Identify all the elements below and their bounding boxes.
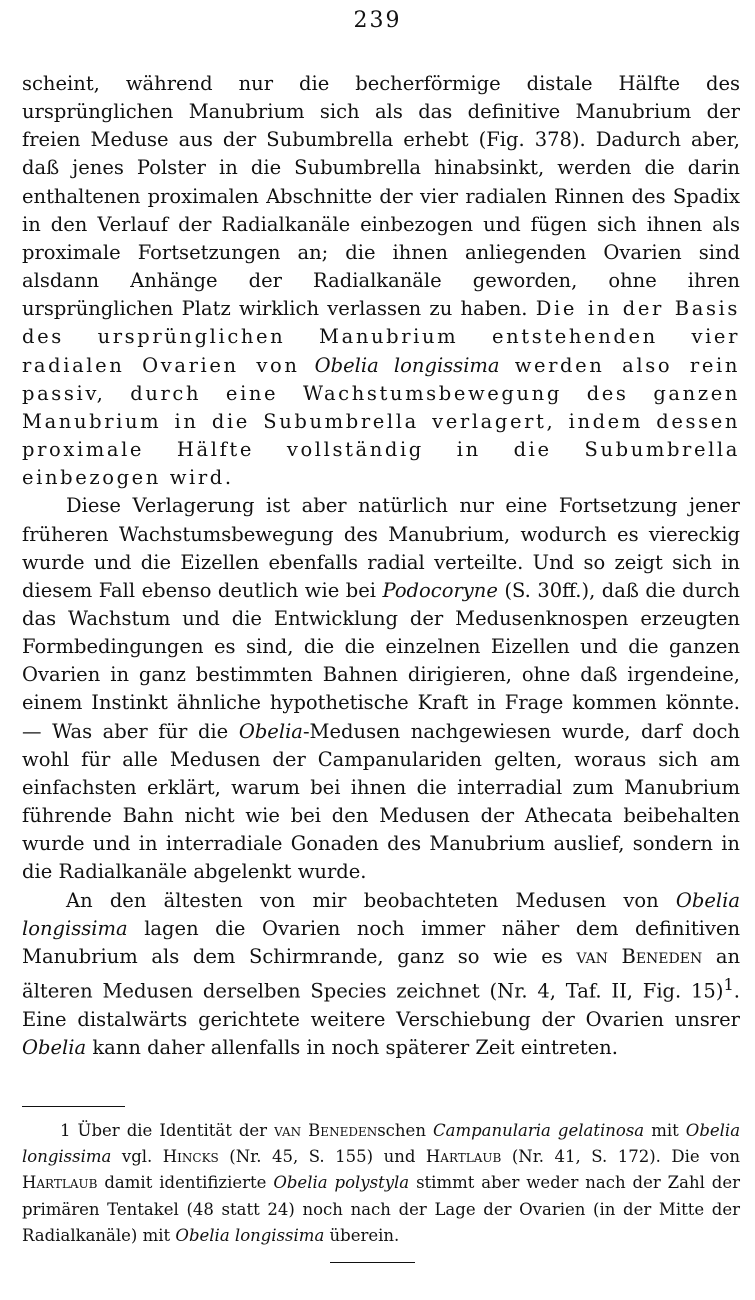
footnote-paragraph (22, 1118, 740, 1249)
species-name: Obelia longissima (175, 1225, 325, 1245)
p3-text-g: . Eine distalwärts gerichtete weitere Verschiebung der Ovarien unsrer (22, 979, 740, 1031)
body-text (22, 70, 740, 1062)
paragraph-2 (22, 492, 740, 886)
p1-text-a: scheint, während nur die becherförmige distale Hälfte des ursprünglichen Manubrium sich als das definitive Manubrium der freien Meduse aus der Subumbrella erhebt (Fig. 378). Dadurch aber, daß jenes Polster in die Subumbrella hinabsinkt, werden die darin enthaltenen proximalen Abschnitte der vier radialen Rinnen des Spadix in den Verlauf der Radialkanäle einbezogen und fügen sich ihnen als proximale Fortsetzungen an; die ihnen anliegenden Ovarien sind alsdann Anhänge der Radialkanäle geworden, ohne ihren ursprünglichen Platz wirklich verlassen zu haben. (22, 72, 740, 321)
footnote-separator (22, 1106, 125, 1107)
p3-text-i: kann daher allenfalls in noch späterer Zeit eintreten. (92, 1035, 618, 1059)
genus-name: Obelia (238, 719, 303, 743)
paragraph-1 (22, 70, 740, 492)
species-name: Obelia polystyla (273, 1173, 410, 1193)
p1-spaced-text-2: werden also rein passiv, durch eine Wachstumsbewegung des ganzen Manubrium in die Subumbrella verlagert, indem dessen proximale Hälfte vollständig in die Subumbrella einbezogen wird. (22, 353, 740, 490)
genus-name: Podocoryne (382, 578, 498, 602)
p2-text-c: (S. 30ff.), daß die durch das Wachstum und die Entwicklung der Medusenknospen erzeugten Formbedingungen es sind, die die einzelnen Eizellen und die ganzen Ovarien in ganz bestimmten Bahnen dirigieren, ohne daß irgendeine, einem Instinkt ähnliche hypothetische Kraft in Frage kommen könnte. — Was aber für die (22, 578, 740, 743)
species-name: Obelia longissima (22, 888, 740, 940)
species-name: Obelia longissima (22, 1121, 741, 1167)
species-name: Obelia longissima (314, 353, 500, 377)
p3-text-a: An den ältesten von mir beobachteten Medusen von (66, 888, 659, 912)
p2-text-a: Diese Verlagerung ist aber natürlich nur eine Fortsetzung jener früheren Wachstumsbewegung des Manubrium, wodurch es viereckig wurde und die Eizellen ebenfalls radial verteilte. Und so zeigt sich in diesem Fall ebenso deutlich wie bei (22, 494, 740, 602)
species-name: Campanularia gelatinosa (433, 1121, 645, 1140)
end-rule (330, 1262, 415, 1263)
footnote-text: (Nr. 45, S. 155) und (229, 1147, 416, 1167)
author-name: Hartlaub (22, 1173, 98, 1193)
p3-text-e: an älteren Medusen derselben Species zeichnet (Nr. 4, Taf. II, Fig. 15) (22, 944, 740, 1003)
footnote-text: vgl. (121, 1147, 153, 1167)
author-name: van Beneden (576, 944, 703, 968)
footnote-reference: 1 (723, 975, 734, 994)
author-name: Hincks (162, 1147, 219, 1167)
paragraph-3 (22, 887, 740, 1062)
footnote-text: (Nr. 41, S. 172). Die von (511, 1147, 741, 1167)
p1-spaced-text: Die in der Basis des ursprünglichen Manubrium entstehenden vier radialen Ovarien von (22, 297, 740, 377)
p3-text-c: lagen die Ovarien noch immer näher dem definitiven Manubrium als dem Schirmrande, ganz so wie es (22, 916, 741, 968)
author-name: van Beneden (274, 1121, 378, 1140)
footnote (22, 1118, 740, 1249)
footnote-text: Über die Identität der (77, 1121, 268, 1140)
p2-text-e: -Medusen nachgewiesen wurde, darf doch wohl für alle Medusen der Campanulariden gelten, woraus sich am einfachsten erklärt, warum bei ihnen die interradial zum Manubrium führende Bahn nicht wie bei den Medusen der Athecata beibehalten wurde und in interradiale Gonaden des Manubrium auslief, sondern in die Radialkanäle abgelenkt wurde. (22, 719, 740, 884)
footnote-marker: 1 (60, 1121, 71, 1140)
genus-name: Obelia (22, 1035, 87, 1059)
page-number: 239 (353, 8, 402, 33)
footnote-text: überein. (329, 1225, 400, 1245)
footnote-text: stimmt aber weder nach der Zahl der primären Tentakel (48 statt 24) noch nach der Lage der Ovarien (in der Mitte der Radialkanäle) mit (22, 1173, 740, 1245)
author-name: Hartlaub (425, 1147, 502, 1167)
footnote-text: mit (651, 1121, 679, 1140)
footnote-text: schen (377, 1121, 426, 1140)
footnote-text: damit identifizierte (104, 1173, 267, 1193)
